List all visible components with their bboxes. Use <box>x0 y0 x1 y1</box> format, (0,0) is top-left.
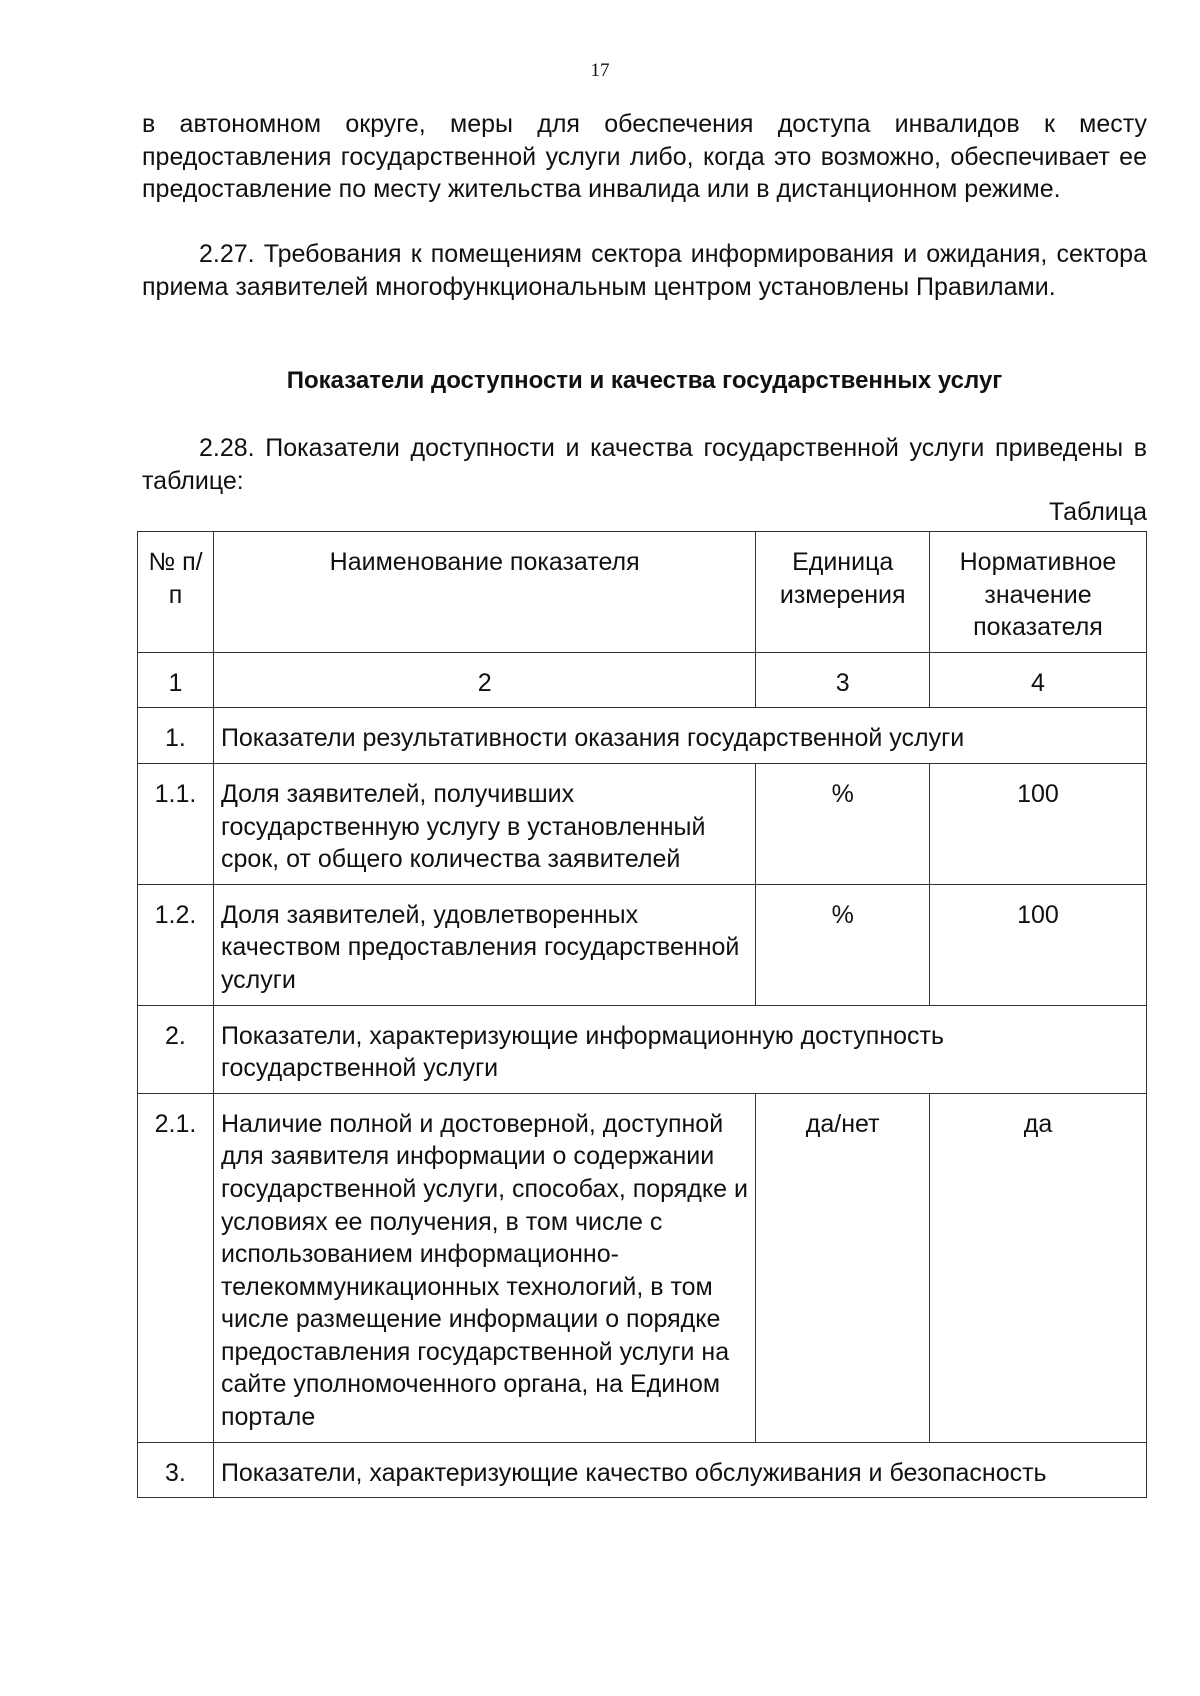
indicators-table <box>137 531 1147 1498</box>
row-number: 1.1. <box>138 763 214 884</box>
row-number: 1.2. <box>138 884 214 1005</box>
row-number: 2.1. <box>138 1093 214 1442</box>
column-number: 4 <box>929 652 1146 708</box>
header-num: № п/п <box>138 532 214 653</box>
header-unit: Единица измерения <box>756 532 930 653</box>
header-norm: Нормативное значение показателя <box>929 532 1146 653</box>
table-row <box>138 1093 1147 1442</box>
paragraph-text: в автономном округе, меры для обеспечения доступа инвалидов к месту предоставления государственной услуги либо, когда это возможно, обеспечивает ее предоставление по месту жительства инвалида или в дистанционном режиме. <box>142 110 1147 204</box>
indicator-name: Наличие полной и достоверной, доступной для заявителя информации о содержании государственной услуги, способах, порядке и условиях ее получения, в том числе с использованием информационно-телекоммуникационных технологий, в том числе размещение информации о порядке предоставления государственной услуги на сайте уполномоченного органа, на Едином портале <box>213 1093 755 1442</box>
column-number: 2 <box>213 652 755 708</box>
table-header-row <box>138 532 1147 653</box>
paragraph-accessibility-measures <box>142 108 1147 206</box>
indicator-name: Показатели, характеризующие качество обслуживания и безопасность <box>213 1442 1146 1498</box>
paragraph-2-28 <box>142 432 1147 497</box>
table-column-number-row <box>138 652 1147 708</box>
table-section-row <box>138 1005 1147 1093</box>
indicator-name: Показатели, характеризующие информационную доступность государственной услуги <box>213 1005 1146 1093</box>
page-number: 17 <box>590 60 610 81</box>
indicator-name: Показатели результативности оказания государственной услуги <box>213 708 1146 764</box>
indicator-name: Доля заявителей, удовлетворенных качеством предоставления государственной услуги <box>213 884 755 1005</box>
table-section-row <box>138 1442 1147 1498</box>
row-number: 2. <box>138 1005 214 1093</box>
indicator-unit: % <box>756 763 930 884</box>
indicator-norm: да <box>929 1093 1146 1442</box>
indicator-norm: 100 <box>929 763 1146 884</box>
paragraph-2-27 <box>142 238 1147 303</box>
paragraph-text: 2.27. Требования к помещениям сектора информирования и ожидания, сектора приема заявителей многофункциональным центром установлены Правилами. <box>142 240 1147 301</box>
header-name: Наименование показателя <box>213 532 755 653</box>
paragraph-text: 2.28. Показатели доступности и качества государственной услуги приведены в таблице: <box>142 434 1147 495</box>
table-row <box>138 884 1147 1005</box>
indicator-unit: да/нет <box>756 1093 930 1442</box>
section-heading: Показатели доступности и качества государственных услуг <box>286 367 1003 394</box>
row-number: 1. <box>138 708 214 764</box>
row-number: 3. <box>138 1442 214 1498</box>
table-caption: Таблица <box>1048 498 1147 526</box>
indicator-name: Доля заявителей, получивших государственную услугу в установленный срок, от общего количества заявителей <box>213 763 755 884</box>
indicator-unit: % <box>756 884 930 1005</box>
indicator-norm: 100 <box>929 884 1146 1005</box>
table-section-row <box>138 708 1147 764</box>
column-number: 3 <box>756 652 930 708</box>
table-row <box>138 763 1147 884</box>
column-number: 1 <box>138 652 214 708</box>
